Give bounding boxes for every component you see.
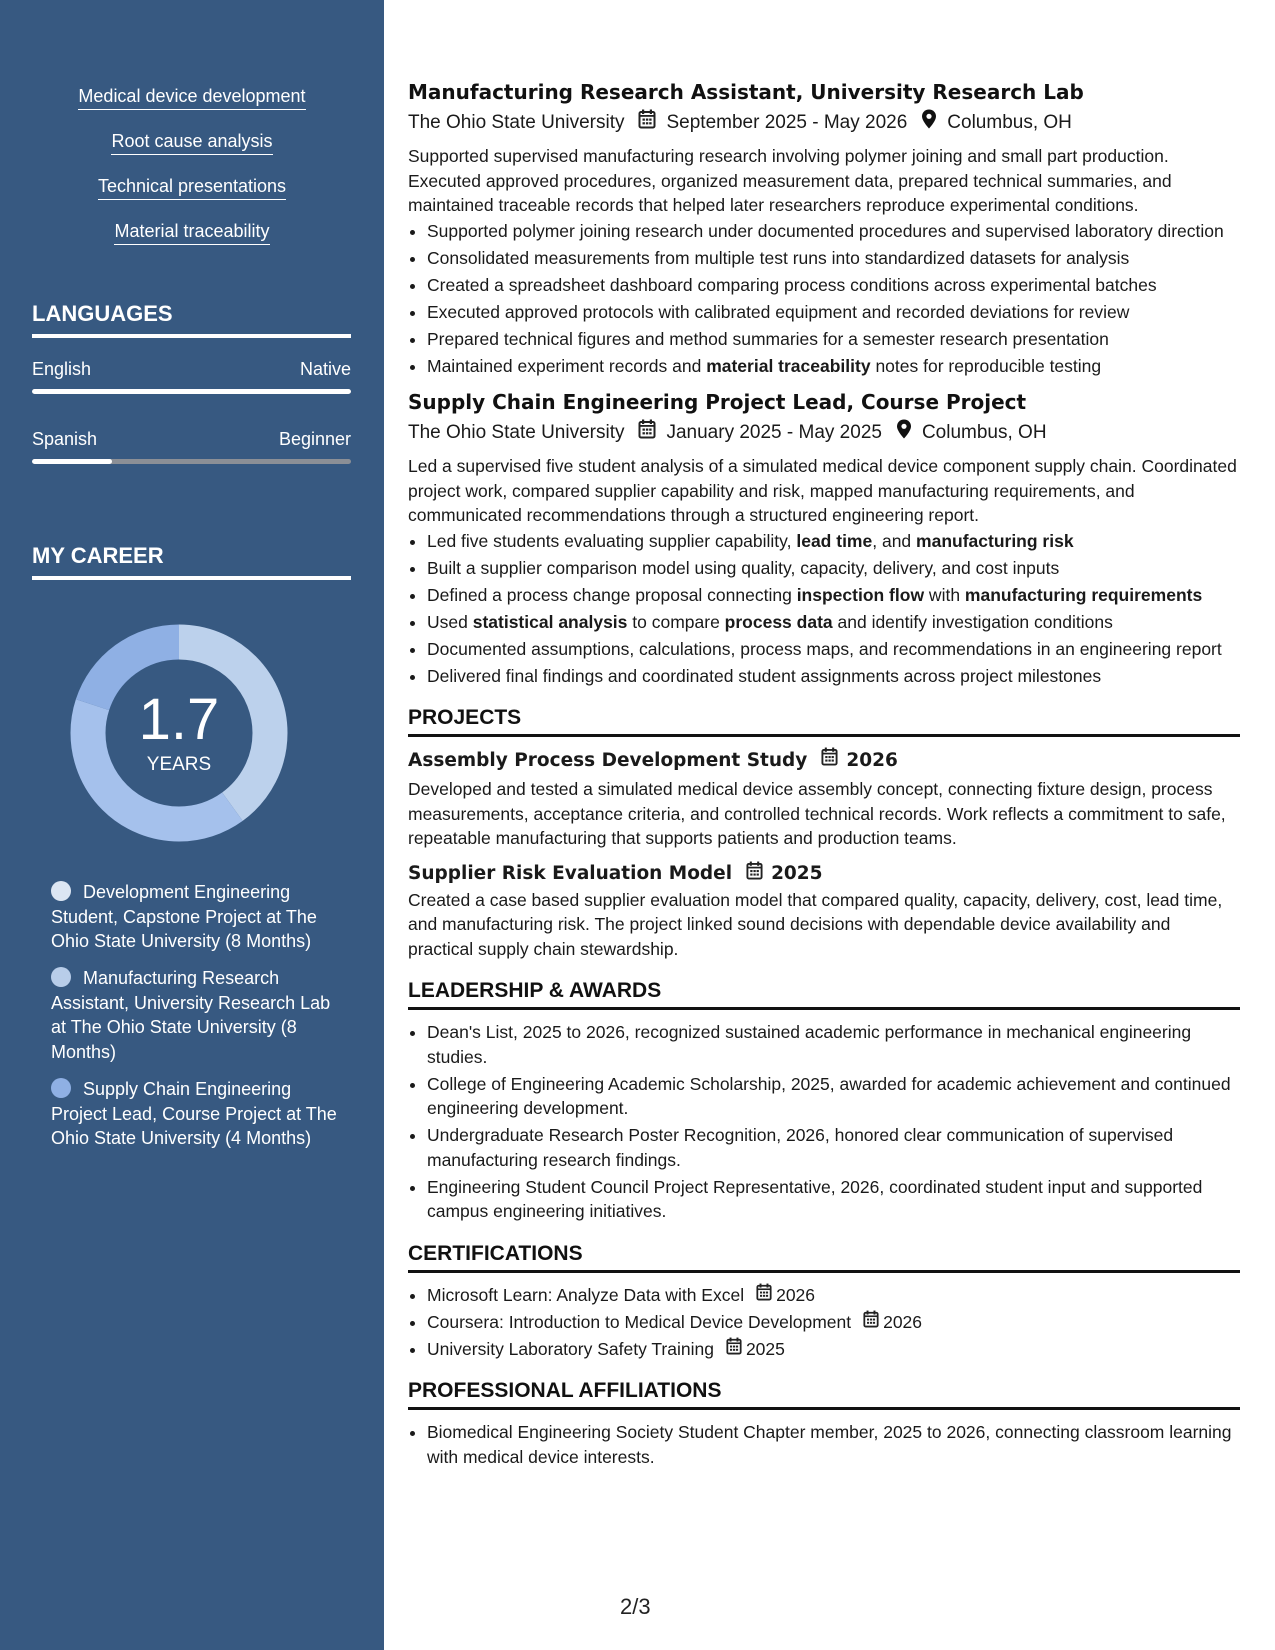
job-location: Columbus, OH (921, 422, 1047, 443)
project-year: 2026 (846, 749, 898, 771)
job-dates: September 2025 - May 2026 (666, 112, 908, 133)
bullet-item: • Consolidated measurements from multiple test runs into standardized datasets for analysis (427, 246, 1240, 271)
languages-heading: LANGUAGES (32, 300, 351, 338)
job-organization: The Ohio State University (408, 112, 625, 133)
bullet-item: • Created a spreadsheet dashboard comparing process conditions across experimental batches (427, 273, 1240, 298)
career-item (51, 880, 341, 954)
certifications-list (408, 1283, 1240, 1362)
job-organization: The Ohio State University (408, 422, 625, 443)
career-dot-icon (51, 1078, 71, 1098)
job-dates: January 2025 - May 2025 (666, 422, 882, 443)
language-level: Native (299, 359, 351, 379)
project-description: Created a case based supplier evaluation model that compared quality, capacity, delivery, cost, lead time, and manufacturing risk. The project linked sound decisions with dependable device availability and practical supply chain stewardship. (408, 889, 1223, 959)
award-item: • Undergraduate Research Poster Recognition, 2026, honored clear communication of supervised manufacturing research findings. (427, 1123, 1240, 1172)
awards-list (408, 1020, 1240, 1224)
skill-item[interactable]: Material traceability (114, 220, 269, 245)
bullet-item: • Led five students evaluating supplier capability, lead time, and manufacturing risk (427, 529, 1240, 554)
bullet-item: • Built a supplier comparison model using quality, capacity, delivery, and cost inputs (427, 556, 1240, 581)
certification-year: 2026 (776, 1284, 816, 1305)
job-meta (408, 419, 1240, 447)
skill-item[interactable]: Technical presentations (98, 175, 286, 200)
bullet-item: • Executed approved protocols with calibrated equipment and recorded deviations for review (427, 300, 1240, 325)
bullet-item: • Used statistical analysis to compare process data and identify investigation conditions (427, 610, 1240, 635)
skill-item[interactable]: Medical device development (78, 85, 305, 110)
calendar-icon (726, 1337, 742, 1362)
affiliations-heading: PROFESSIONAL AFFILIATIONS (408, 1377, 1240, 1410)
certification-name: • University Laboratory Safety Training (427, 1338, 714, 1359)
certification-year: 2025 (745, 1338, 785, 1359)
calendar-icon (638, 109, 656, 137)
career-total-value: 1.7 (138, 687, 220, 752)
certification-year: 2026 (883, 1311, 923, 1332)
career-item-text: Manufacturing Research Assistant, University Research Lab at The Ohio State University (8 Months) (51, 968, 331, 1062)
main-content (408, 78, 1240, 1472)
calendar-icon (756, 1283, 772, 1308)
job-summary: Supported supervised manufacturing research involving polymer joining and small part production. Executed approved procedures, organized measurement data, prepared technical summaries, and maintained traceable records that helped later researchers reproduce experimental conditions. (408, 146, 1172, 215)
career-heading: MY CAREER (32, 542, 351, 580)
calendar-icon (863, 1310, 879, 1335)
award-item: • College of Engineering Academic Scholarship, 2025, awarded for academic achievement and continued engineering development. (427, 1072, 1240, 1121)
bullet-item: • Maintained experiment records and material traceability notes for reproducible testing (427, 354, 1240, 379)
calendar-icon (821, 747, 838, 774)
projects-heading: PROJECTS (408, 704, 1240, 737)
career-item (51, 1077, 341, 1151)
career-item (51, 966, 341, 1064)
project-title: Supplier Risk Evaluation Model (408, 863, 733, 884)
experience-entry (408, 388, 1240, 688)
award-item: • Engineering Student Council Project Representative, 2026, coordinated student input and supported campus engineering initiatives. (427, 1175, 1240, 1224)
location-pin-icon (896, 419, 912, 447)
project-entry (408, 861, 1240, 962)
bullet-item: • Prepared technical figures and method summaries for a semester research presentation (427, 327, 1240, 352)
job-location: Columbus, OH (947, 112, 1072, 133)
language-row (32, 359, 351, 380)
certification-name: • Microsoft Learn: Analyze Data with Excel (427, 1284, 745, 1305)
language-name: Spanish (32, 429, 98, 449)
page-number: 2/3 (620, 1594, 651, 1619)
job-title: Manufacturing Research Assistant, University Research Lab (408, 80, 1084, 104)
project-title-row (408, 747, 1240, 774)
career-item-text: Development Engineering Student, Capstone Project at The Ohio State University (8 Months) (51, 882, 317, 951)
project-title-row (408, 861, 1240, 888)
job-bullets (408, 219, 1240, 379)
career-item-text: Supply Chain Engineering Project Lead, Course Project at The Ohio State University (4 Months) (51, 1079, 337, 1148)
experience-entry (408, 78, 1240, 378)
career-total-unit: YEARS (146, 754, 212, 775)
bullet-item: • Documented assumptions, calculations, process maps, and recommendations in an engineering report (427, 637, 1240, 662)
certification-item (427, 1310, 1240, 1335)
affiliations-list (408, 1420, 1240, 1469)
certifications-heading: CERTIFICATIONS (408, 1240, 1240, 1273)
language-level: Beginner (278, 429, 351, 449)
project-title: Assembly Process Development Study (408, 749, 808, 771)
career-dot-icon (51, 967, 71, 987)
sidebar (0, 0, 384, 1650)
job-bullets (408, 529, 1240, 689)
language-name: English (32, 359, 92, 379)
calendar-icon (746, 861, 763, 888)
award-item: • Dean's List, 2025 to 2026, recognized sustained academic performance in mechanical engineering studies. (427, 1020, 1240, 1069)
project-entry (408, 747, 1240, 851)
career-dot-icon (51, 881, 71, 901)
job-title: Supply Chain Engineering Project Lead, Course Project (408, 390, 1027, 414)
certification-name: • Coursera: Introduction to Medical Device Development (427, 1311, 852, 1332)
language-row (32, 429, 351, 450)
job-summary: Led a supervised five student analysis of a simulated medical device component supply chain. Coordinated project work, compared supplier capability and risk, mapped manufacturing requirements, and communicated recommendations through a structured engineering report. (408, 456, 1237, 525)
language-bar (32, 459, 351, 464)
job-meta (408, 109, 1240, 137)
project-description: Developed and tested a simulated medical device assembly concept, connecting fixture design, process measurements, acceptance criteria, and controlled technical records. Work reflects a commitment to safe, repeatable manufacturing that supports patients and production teams. (408, 779, 1226, 848)
bullet-item: • Defined a process change proposal connecting inspection flow with manufacturing requirements (427, 583, 1240, 608)
affiliation-item: • Biomedical Engineering Society Student Chapter member, 2025 to 2026, connecting classroom learning with medical device interests. (427, 1420, 1240, 1469)
language-bar-fill (32, 389, 351, 394)
location-pin-icon (921, 109, 937, 137)
bullet-item: • Delivered final findings and coordinated student assignments across project milestones (427, 664, 1240, 689)
awards-heading: LEADERSHIP & AWARDS (408, 977, 1240, 1010)
language-bar (32, 389, 351, 394)
certification-item (427, 1337, 1240, 1362)
bullet-item: • Supported polymer joining research under documented procedures and supervised laboratory direction (427, 219, 1240, 244)
calendar-icon (638, 419, 656, 447)
skill-item[interactable]: Root cause analysis (111, 130, 272, 155)
project-year: 2025 (771, 863, 823, 884)
language-bar-fill (32, 459, 112, 464)
skills-list (0, 85, 384, 265)
certification-item (427, 1283, 1240, 1308)
